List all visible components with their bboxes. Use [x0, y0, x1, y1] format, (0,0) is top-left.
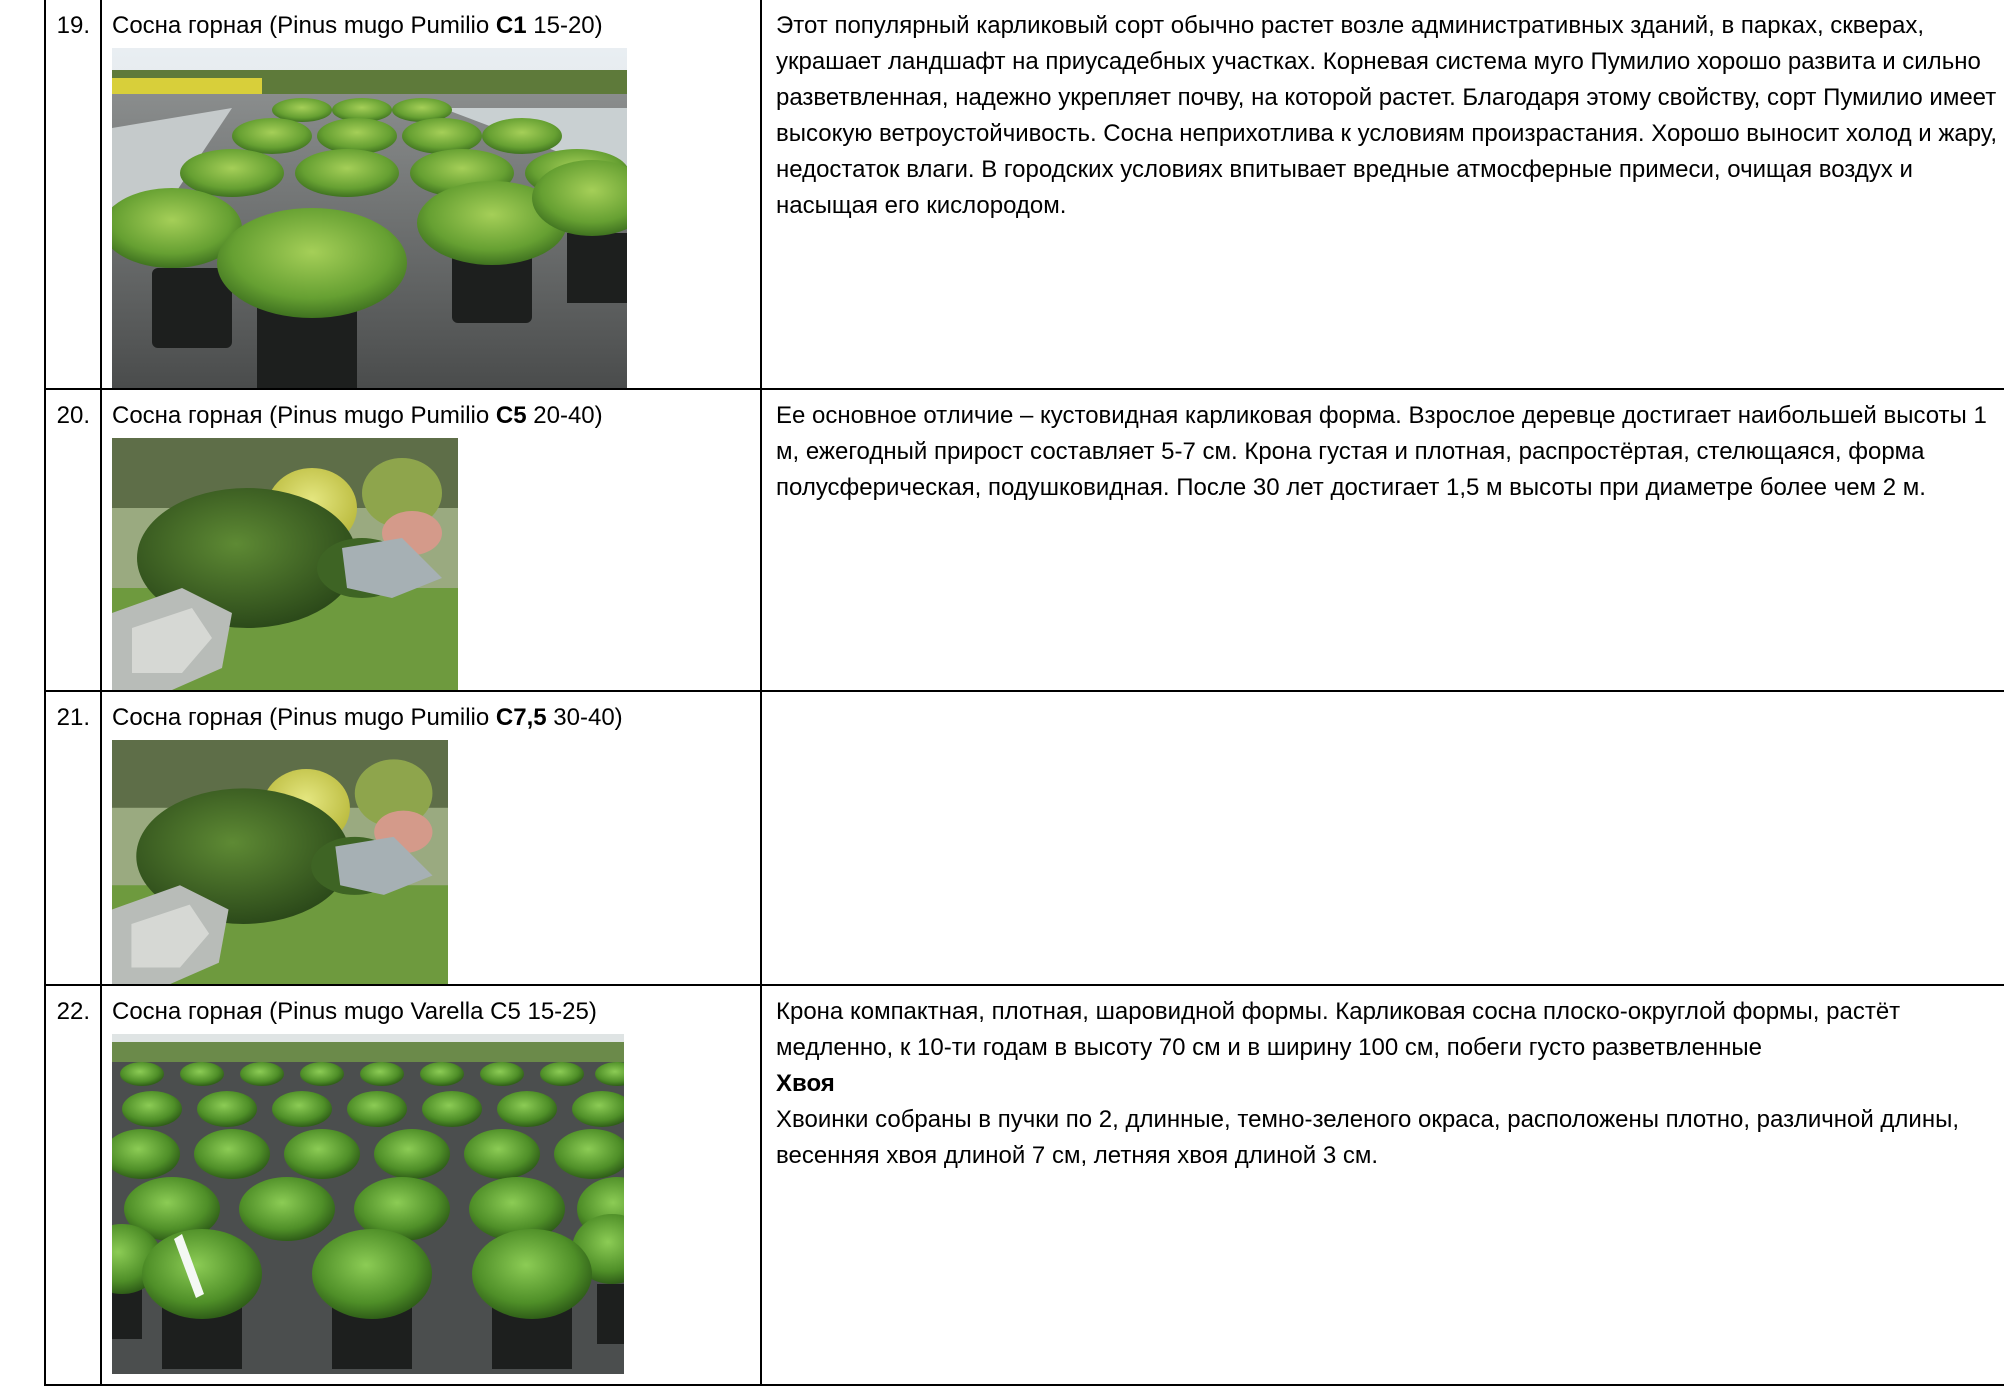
container-size: C5 — [495, 402, 527, 429]
plant-description-cell — [761, 389, 2004, 691]
needles-description: Хвоинки собраны в пучки по 2, длинные, темно-зеленого окраса, расположены плотно, различной длины, весенняя хвоя длиной 7 см, летняя хвоя длиной 3 см. — [776, 1106, 1960, 1169]
plant-name-cell — [101, 691, 761, 985]
plant-description-cell — [761, 985, 2004, 1385]
row-number: 20. — [45, 389, 101, 691]
round-pines-in-pots-field-photo — [112, 1034, 760, 1374]
plant-description: Ее основное отличие – кустовидная карликовая форма. Взрослое деревце достигает наибольшей высоты 1 м, ежегодный прирост составляет 5-7 см. Крона густая и плотная, распростёртая, стелющаяся, форма полусферическая, подушковидная. После 30 лет достигает 1,5 м высоты при диаметре более чем 2 м. — [776, 402, 1987, 501]
pine-shrub-rock-garden-photo — [112, 740, 760, 984]
pine-shrub-rock-garden-photo — [112, 438, 760, 690]
plant-catalog-table — [44, 0, 2004, 1386]
potted-pines-nursery-row-photo — [112, 48, 760, 388]
plant-description: Этот популярный карликовый сорт обычно растет возле административных зданий, в парках, скверах, украшает ландшафт на приусадебных участках. Корневая система муго Пумилио хорошо развита и сильно разветвленная, надежно укрепляет почву, на которой растет. Благодаря этому свойству, сорт Пумилио имеет высокую ветроустойчивость. Сосна неприхотлива к условиям произрастания. Хорошо выносит холод и жару, недостаток влаги. В городских условиях впитывает вредные атмосферные примеси, очищая воздух и насыщая его кислородом. — [776, 12, 1998, 219]
plant-title: Сосна горная (Pinus mugo Varella C5 15-25) — [112, 998, 597, 1025]
plant-description-cell — [761, 0, 2004, 389]
plant-description-cell — [761, 691, 2004, 985]
plant-title: Сосна горная (Pinus mugo Pumilio C5 20-40) — [112, 402, 603, 429]
plant-description: Крона компактная, плотная, шаровидной формы. Карликовая сосна плоско-округлой формы, растёт медленно, к 10-ти годам в высоту 70 см и в ширину 100 см, побеги густо разветвленные — [776, 998, 1901, 1061]
row-number: 21. — [45, 691, 101, 985]
table-row — [45, 0, 2004, 389]
container-size: C7,5 — [495, 704, 547, 731]
plant-name-cell — [101, 389, 761, 691]
plant-name-cell — [101, 985, 761, 1385]
plant-title: Сосна горная (Pinus mugo Pumilio C7,5 30-40) — [112, 704, 623, 731]
row-number: 22. — [45, 985, 101, 1385]
row-number: 19. — [45, 0, 101, 389]
plant-title: Сосна горная (Pinus mugo Pumilio C1 15-20) — [112, 12, 603, 39]
table-row — [45, 985, 2004, 1385]
table-row — [45, 389, 2004, 691]
needles-subheading: Хвоя — [776, 1070, 835, 1097]
container-size: C1 — [495, 12, 527, 39]
table-row — [45, 691, 2004, 985]
plant-name-cell — [101, 0, 761, 389]
